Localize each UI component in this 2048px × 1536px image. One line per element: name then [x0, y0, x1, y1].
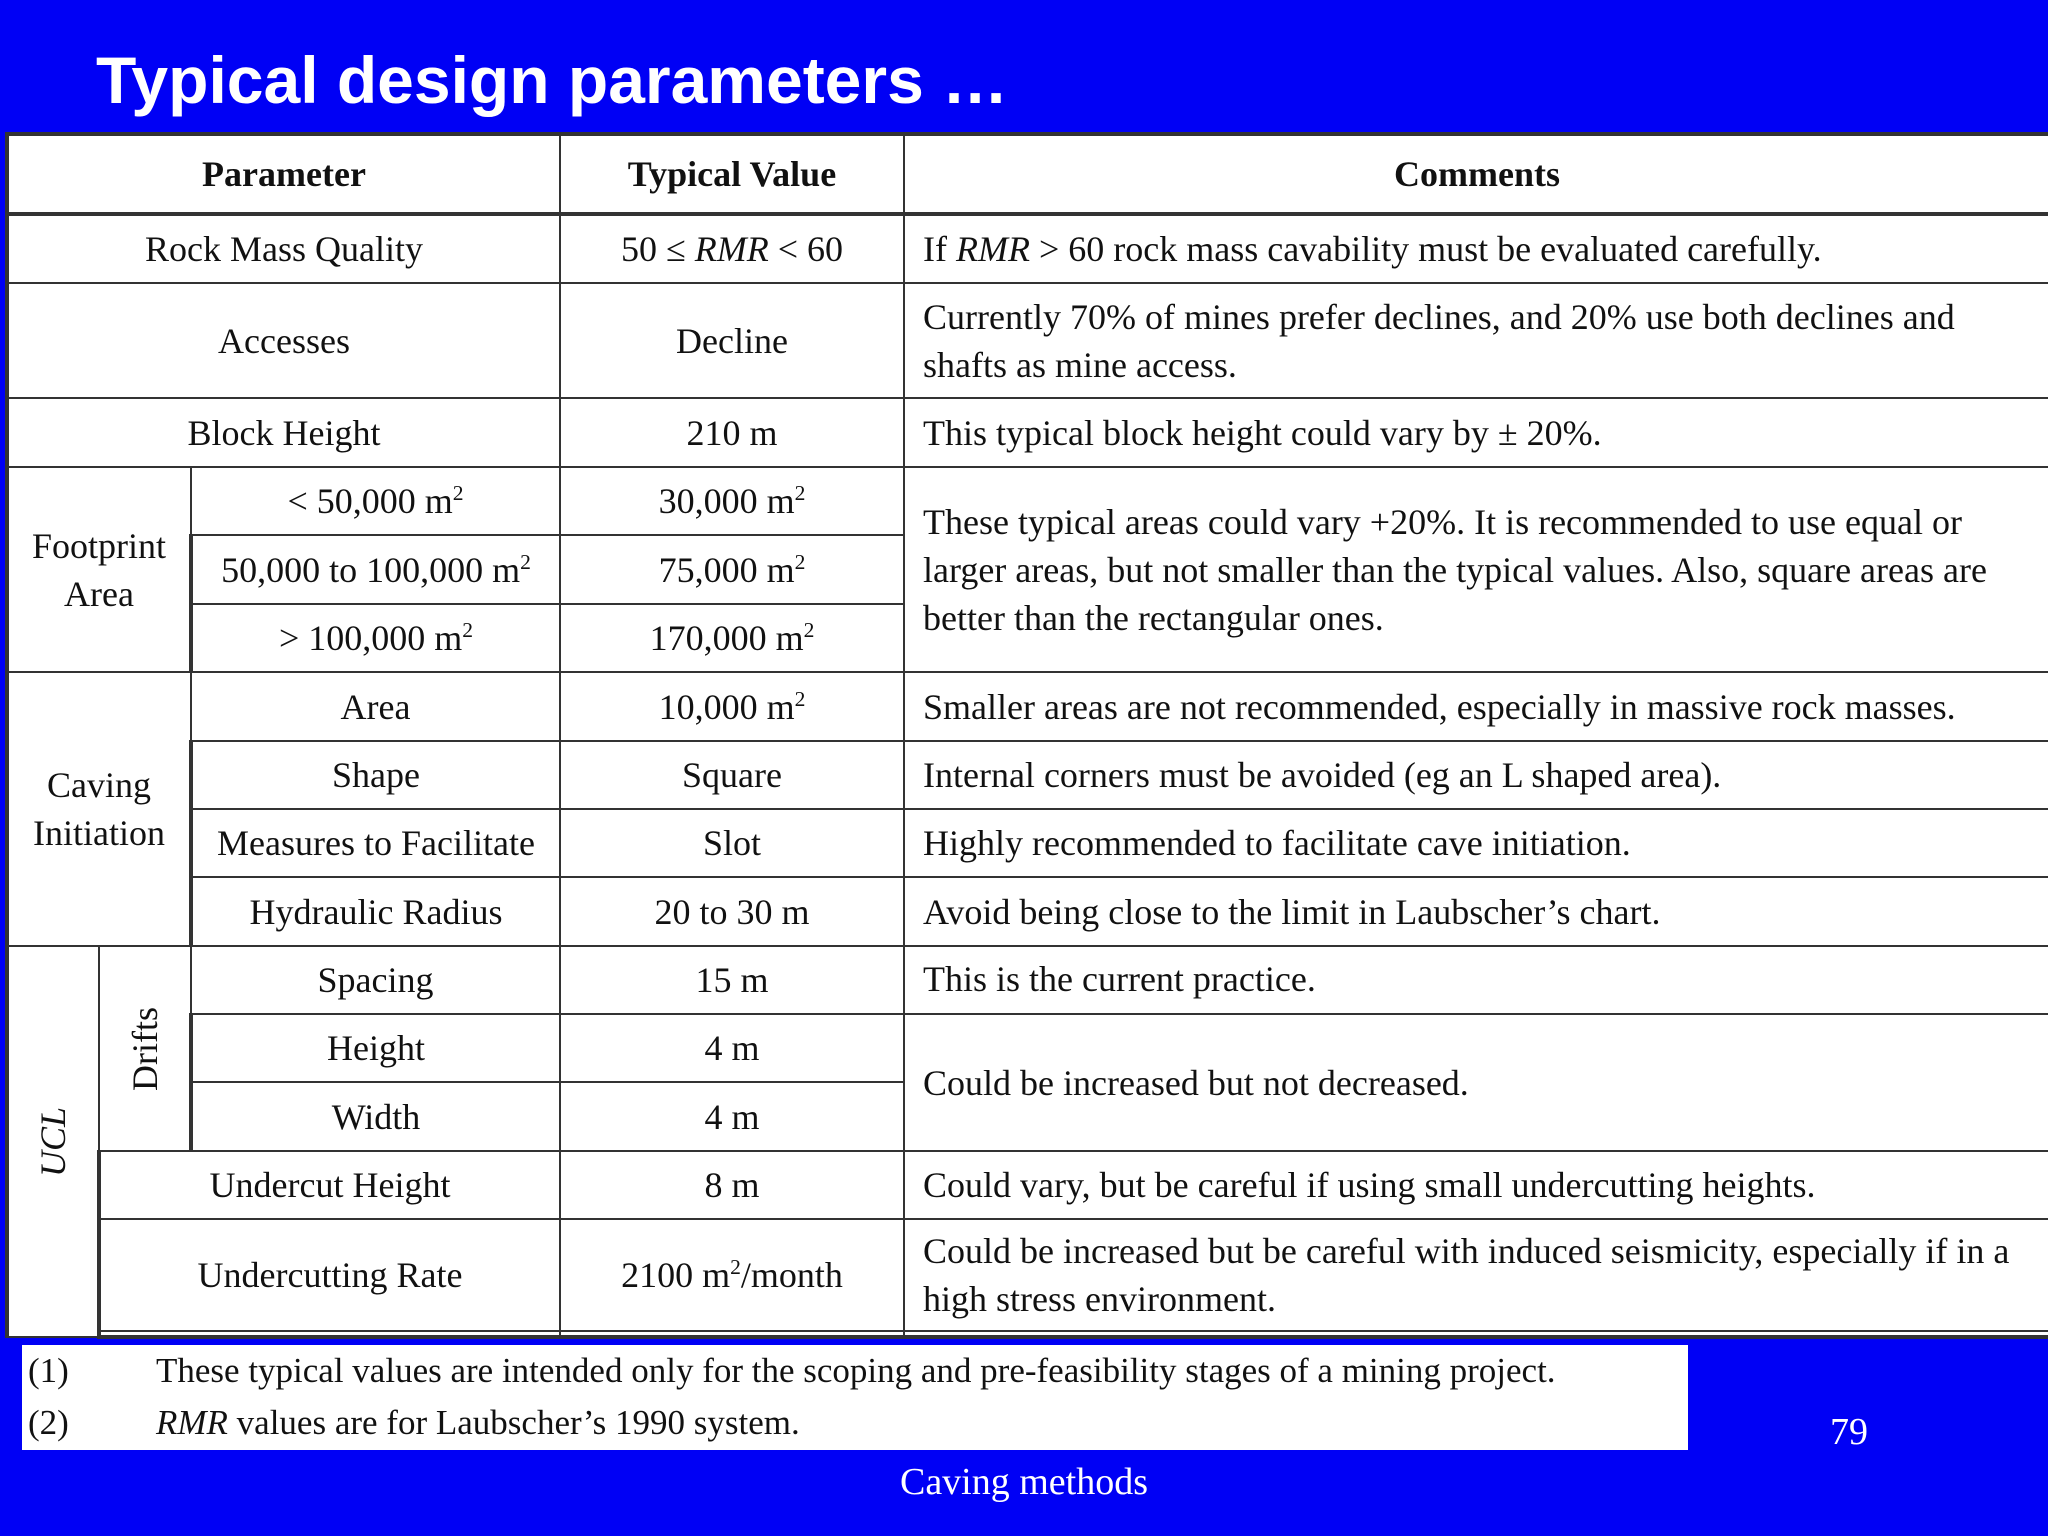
- table-row: [7, 467, 2048, 535]
- footprint-area-comment: These typical areas could vary +20%. It is recommended to use equal or larger areas, but not smaller than the typical values. Also, square areas are better than the rectangular ones.: [904, 467, 2048, 672]
- block-height-value: 210 m: [560, 398, 904, 467]
- caving-shape-comment: Internal corners must be avoided (eg an L shaped area).: [904, 741, 2048, 809]
- accesses-value: Decline: [560, 283, 904, 398]
- caving-shape-label: Shape: [191, 741, 560, 809]
- accesses-label: Accesses: [7, 283, 560, 398]
- undercutting-rate-comment: Could be increased but be careful with induced seismicity, especially if in a high stress environment.: [904, 1219, 2048, 1331]
- page-number: 79: [1830, 1411, 1868, 1453]
- undercut-height-comment: Could vary, but be careful if using small undercutting heights.: [904, 1151, 2048, 1219]
- spacer-cell: [99, 1331, 560, 1337]
- caving-measures-label: Measures to Facilitate: [191, 809, 560, 877]
- ucl-label: UCL: [7, 946, 99, 1337]
- accesses-comment: Currently 70% of mines prefer declines, and 20% use both declines and shafts as mine access.: [904, 283, 2048, 398]
- undercut-height-label: Undercut Height: [99, 1151, 560, 1219]
- footprint-range: > 100,000 $m^2$: [191, 604, 560, 672]
- footprint-value: 75,000 $m^2$: [560, 535, 904, 604]
- undercut-height-value: 8 m: [560, 1151, 904, 1219]
- footnote-2: [28, 1397, 800, 1449]
- drift-width-value: 4 m: [560, 1082, 904, 1151]
- footer-text: Caving methods: [899, 1461, 1149, 1503]
- header-row: [7, 134, 2048, 214]
- design-parameters-table: [5, 132, 2048, 1339]
- rock-mass-quality-label: Rock Mass Quality: [7, 214, 560, 283]
- drift-width-label: Width: [191, 1082, 560, 1151]
- rock-mass-quality-value: 50 ≤ RMR < 60: [560, 214, 904, 283]
- drift-height-width-comment: Could be increased but not decreased.: [904, 1014, 2048, 1151]
- footnote-1: [28, 1345, 1556, 1397]
- table-row: [7, 214, 2048, 283]
- footprint-value: 170,000 $m^2$: [560, 604, 904, 672]
- drift-spacing-label: Spacing: [191, 946, 560, 1014]
- design-parameters-table-panel: [5, 132, 2048, 1338]
- caving-area-label: Area: [191, 672, 560, 741]
- table-row: [7, 741, 2048, 809]
- drifts-label: Drifts: [99, 946, 191, 1151]
- undercutting-rate-label: Undercutting Rate: [99, 1219, 560, 1331]
- hydraulic-radius-value: 20 to 30 m: [560, 877, 904, 946]
- drift-spacing-value: 15 m: [560, 946, 904, 1014]
- drift-height-label: Height: [191, 1014, 560, 1082]
- footnote-number: (2): [28, 1403, 69, 1442]
- header-typical-value: Typical Value: [560, 134, 904, 214]
- caving-measures-value: Slot: [560, 809, 904, 877]
- table-row: [7, 672, 2048, 741]
- spacer-cell: [560, 1331, 904, 1337]
- header-comments: Comments: [904, 134, 2048, 214]
- hydraulic-radius-comment: Avoid being close to the limit in Laubscher’s chart.: [904, 877, 2048, 946]
- slide-title: Typical design parameters …: [96, 43, 1009, 117]
- caving-shape-value: Square: [560, 741, 904, 809]
- undercutting-rate-value: 2100 $m^2$/month: [560, 1219, 904, 1331]
- block-height-label: Block Height: [7, 398, 560, 467]
- footprint-range: < 50,000 $m^2$: [191, 467, 560, 535]
- caving-area-value: 10,000 $m^2$: [560, 672, 904, 741]
- block-height-comment: This typical block height could vary by ± 20%.: [904, 398, 2048, 467]
- drift-height-value: 4 m: [560, 1014, 904, 1082]
- header-parameter: Parameter: [7, 134, 560, 214]
- spacer-cell: [904, 1331, 2048, 1337]
- hydraulic-radius-label: Hydraulic Radius: [191, 877, 560, 946]
- table-row: [7, 809, 2048, 877]
- table-row: [7, 1219, 2048, 1331]
- table-row: [7, 283, 2048, 398]
- drift-spacing-comment: This is the current practice.: [904, 946, 2048, 1014]
- footprint-range: 50,000 to 100,000 $m^2$: [191, 535, 560, 604]
- table-row-bottom-spacer: [7, 1331, 2048, 1337]
- footnote-text: These typical values are intended only for the scoping and pre-feasibility stages of a mining project.: [156, 1351, 1556, 1390]
- footnote-text: RMR values are for Laubscher’s 1990 system.: [156, 1403, 800, 1442]
- footnote-number: (1): [28, 1351, 69, 1390]
- caving-area-comment: Smaller areas are not recommended, especially in massive rock masses.: [904, 672, 2048, 741]
- footprint-area-label: Footprint Area: [7, 467, 191, 672]
- table-row: [7, 398, 2048, 467]
- footprint-value: 30,000 $m^2$: [560, 467, 904, 535]
- caving-initiation-label: Caving Initiation: [7, 672, 191, 946]
- table-row: [7, 1151, 2048, 1219]
- table-row: [7, 877, 2048, 946]
- rock-mass-quality-comment: If RMR > 60 rock mass cavability must be evaluated carefully.: [904, 214, 2048, 283]
- caving-measures-comment: Highly recommended to facilitate cave initiation.: [904, 809, 2048, 877]
- table-row: [7, 1014, 2048, 1082]
- table-row: [7, 946, 2048, 1014]
- footnotes-box: [22, 1345, 1688, 1450]
